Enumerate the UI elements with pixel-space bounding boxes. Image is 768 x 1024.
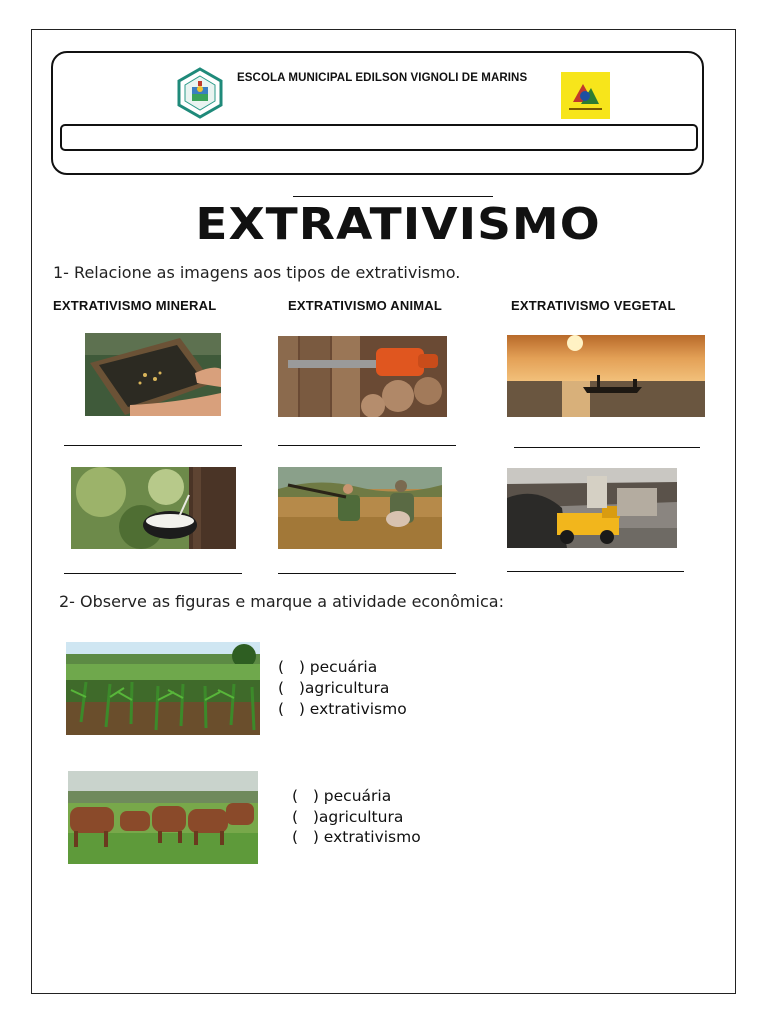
school-emblem-icon (176, 67, 224, 119)
answer-line[interactable] (278, 573, 456, 574)
answer-line[interactable] (64, 445, 242, 446)
photo-fishing-boat (507, 335, 705, 417)
photo-latex-tapping (71, 467, 236, 549)
divider (293, 196, 493, 197)
option-extrativismo[interactable]: ( ) extrativismo (278, 700, 407, 718)
answer-line[interactable] (507, 571, 684, 572)
photo-mining-truck (507, 468, 677, 548)
option-agricultura[interactable]: ( )agricultura (278, 679, 390, 697)
photo-mineral-sieve (85, 333, 221, 416)
question-2: 2- Observe as figuras e marque a atividade econômica: (59, 592, 504, 611)
category-mineral: EXTRATIVISMO MINERAL (53, 298, 217, 313)
student-name-field[interactable] (60, 124, 698, 151)
school-name: ESCOLA MUNICIPAL EDILSON VIGNOLI DE MARINS (237, 72, 528, 84)
question-1: 1- Relacione as imagens aos tipos de extrativismo. (53, 263, 461, 282)
photo-cattle (68, 771, 258, 864)
photo-hunting (278, 467, 442, 549)
photo-chainsaw (278, 336, 447, 417)
option-pecuaria[interactable]: ( ) pecuária (292, 787, 392, 805)
photo-corn-field (66, 642, 260, 735)
page-title: EXTRATIVISMO (195, 199, 601, 250)
school-logo-icon (561, 72, 610, 119)
answer-line[interactable] (64, 573, 242, 574)
option-pecuaria[interactable]: ( ) pecuária (278, 658, 378, 676)
category-vegetal: EXTRATIVISMO VEGETAL (511, 298, 676, 313)
option-agricultura[interactable]: ( )agricultura (292, 808, 404, 826)
answer-line[interactable] (514, 447, 700, 448)
option-extrativismo[interactable]: ( ) extrativismo (292, 828, 421, 846)
category-animal: EXTRATIVISMO ANIMAL (288, 298, 443, 313)
answer-line[interactable] (278, 445, 456, 446)
